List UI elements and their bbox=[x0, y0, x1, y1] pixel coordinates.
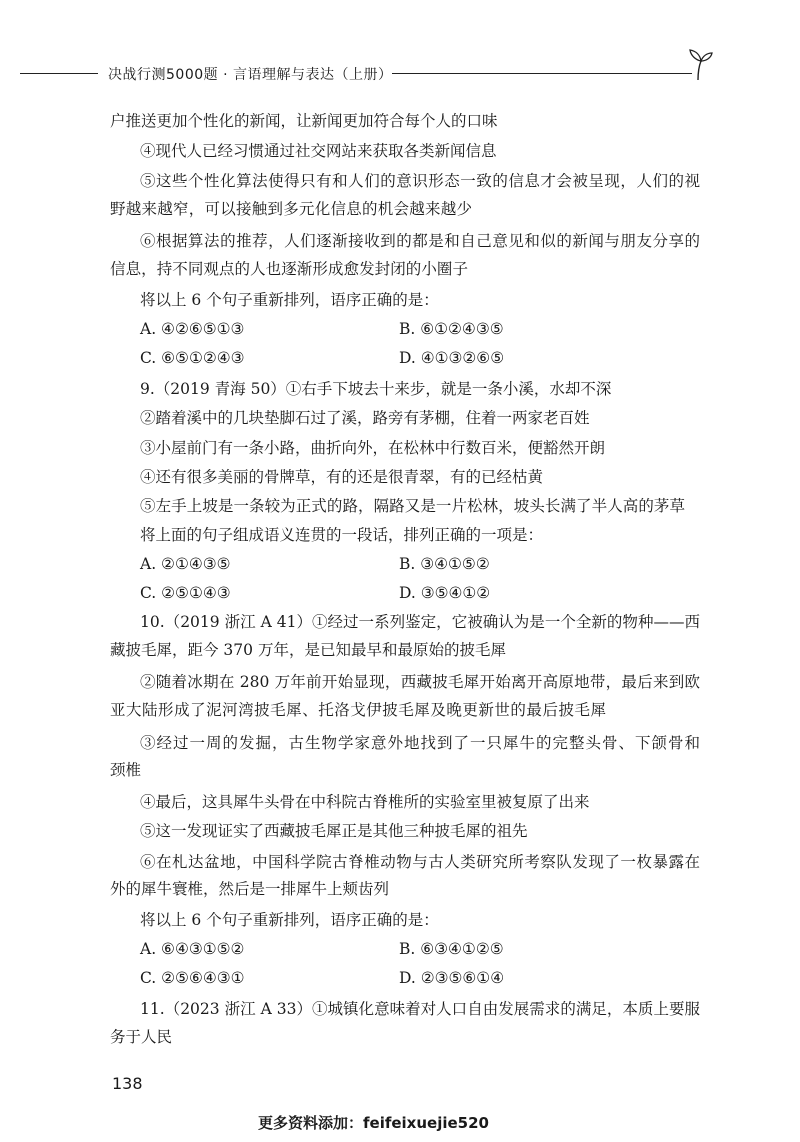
option-a: A. ②①④③⑤ bbox=[140, 555, 231, 573]
text-line: ④还有很多美丽的骨牌草，有的还是很青翠，有的已经枯黄 bbox=[140, 468, 544, 486]
header-rule-left bbox=[20, 73, 98, 74]
page-number: 138 bbox=[112, 1074, 143, 1093]
option-c: C. ②⑤①④③ bbox=[140, 584, 231, 602]
option-b: B. ③④①⑤② bbox=[399, 555, 490, 573]
option-b: B. ⑥①②④③⑤ bbox=[399, 320, 504, 338]
text-line: 藏披毛犀，距今 370 万年，是已知最早和最原始的披毛犀 bbox=[110, 641, 506, 659]
running-header bbox=[20, 62, 710, 86]
question-11-stem: 11.（2023 浙江 A 33）①城镇化意味着对人口自由发展需求的满足，本质上要服 bbox=[140, 1000, 700, 1018]
question-10-stem: 10.（2019 浙江 A 41）①经过一系列鉴定，它被确认为是一个全新的物种——西 bbox=[140, 613, 700, 631]
option-d: D. ④①③②⑥⑤ bbox=[399, 349, 505, 367]
text-line: 野越来越窄，可以接触到多元化信息的机会越来越少 bbox=[110, 200, 472, 218]
text-line: ⑥根据算法的推荐，人们逐渐接收到的都是和自己意见和似的新闻与朋友分享的 bbox=[140, 232, 700, 250]
text-line: 外的犀牛寰椎，然后是一排犀牛上颊齿列 bbox=[110, 880, 390, 898]
option-a: A. ④②⑥⑤①③ bbox=[140, 320, 245, 338]
footer-note: 更多资料添加：feifeixuejie520 bbox=[258, 1114, 489, 1132]
option-a: A. ⑥④③①⑤② bbox=[140, 940, 245, 958]
text-line: ⑤这些个性化算法使得只有和人们的意识形态一致的信息才会被呈现，人们的视 bbox=[140, 172, 700, 190]
text-line: ⑥在札达盆地，中国科学院古脊椎动物与古人类研究所考察队发现了一枚暴露在 bbox=[140, 853, 700, 871]
text-line: ②随着冰期在 280 万年前开始显现，西藏披毛犀开始离开高原地带，最后来到欧 bbox=[140, 673, 700, 691]
text-line: 信息，持不同观点的人也逐渐形成愈发封闭的小圈子 bbox=[110, 260, 468, 278]
option-d: D. ③⑤④①② bbox=[399, 584, 491, 602]
text-line: ④最后，这具犀牛头骨在中科院古脊椎所的实验室里被复原了出来 bbox=[140, 793, 590, 811]
header-rule-right bbox=[392, 73, 692, 74]
text-line: 务于人民 bbox=[110, 1028, 173, 1046]
text-line: ⑤这一发现证实了西藏披毛犀正是其他三种披毛犀的祖先 bbox=[140, 822, 528, 840]
question-prompt: 将以上 6 个句子重新排列，语序正确的是： bbox=[140, 291, 439, 309]
option-b: B. ⑥③④①②⑤ bbox=[399, 940, 504, 958]
text-line: ⑤左手上坡是一条较为正式的路，隔路又是一片松林，坡头长满了半人高的茅草 bbox=[140, 497, 685, 515]
question-9-stem: 9.（2019 青海 50）①右手下坡去十来步，就是一条小溪，水却不深 bbox=[140, 380, 612, 398]
header-title: 决战行测5000题 · 言语理解与表达（上册） bbox=[108, 67, 393, 83]
option-c: C. ②⑤⑥④③① bbox=[140, 969, 245, 987]
option-d: D. ②③⑤⑥①④ bbox=[399, 969, 505, 987]
option-c: C. ⑥⑤①②④③ bbox=[140, 349, 245, 367]
text-line: ④现代人已经习惯通过社交网站来获取各类新闻信息 bbox=[140, 142, 497, 160]
text-line: ③小屋前门有一条小路，曲折向外，在松林中行数百米，便豁然开朗 bbox=[140, 439, 606, 457]
text-line: 亚大陆形成了泥河湾披毛犀、托洛戈伊披毛犀及晚更新世的最后披毛犀 bbox=[110, 701, 606, 719]
text-line: 颈椎 bbox=[110, 761, 142, 779]
sprout-icon bbox=[684, 46, 714, 82]
text-line: 户推送更加个性化的新闻，让新闻更加符合每个人的口味 bbox=[110, 112, 498, 130]
question-prompt: 将以上 6 个句子重新排列，语序正确的是： bbox=[140, 911, 439, 929]
question-prompt: 将上面的句子组成语义连贯的一段话，排列正确的一项是： bbox=[140, 526, 544, 544]
text-line: ③经过一周的发掘，古生物学家意外地找到了一只犀牛的完整头骨、下颌骨和 bbox=[140, 734, 700, 752]
text-line: ②踏着溪中的几块垫脚石过了溪，路旁有茅棚，住着一两家老百姓 bbox=[140, 409, 590, 427]
